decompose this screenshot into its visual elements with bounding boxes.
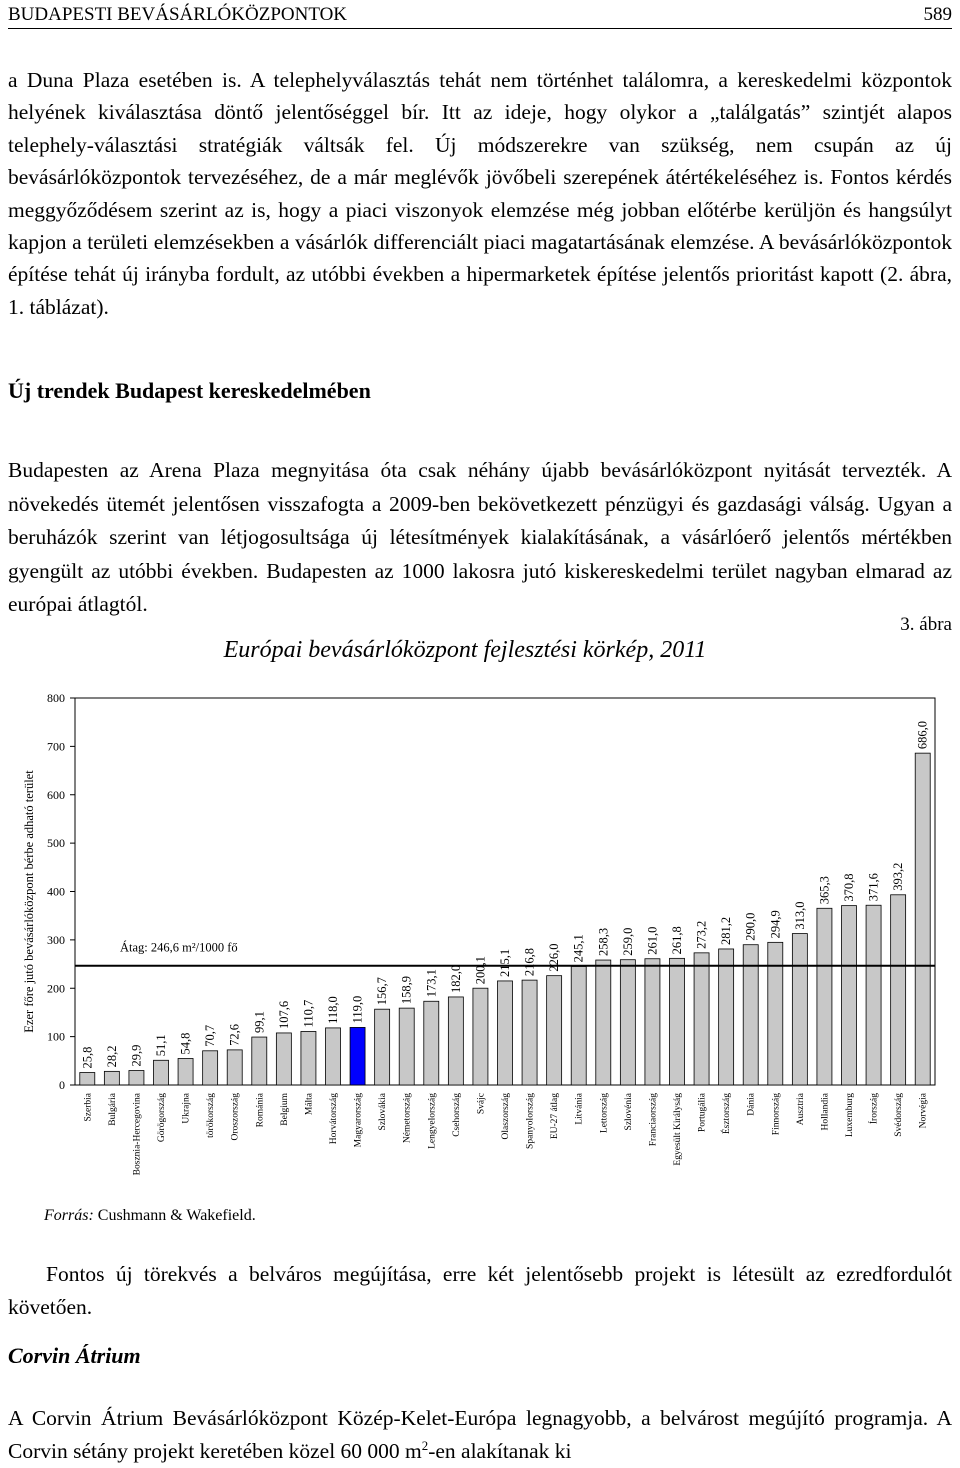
category-label: Finnország <box>771 1093 782 1136</box>
y-tick-label: 0 <box>59 1078 65 1092</box>
bar-value-label: 25,8 <box>80 1046 95 1069</box>
corvin-text-1: A Corvin Átrium Bevásárlóközpont Közép-Kelet-Európa legnagyobb, a belvárost megújító programja. A Corvin sétány projekt keretében közel 60 000 m <box>8 1406 952 1463</box>
category-label: Csehország <box>451 1093 462 1137</box>
category-label: Portugália <box>697 1093 708 1133</box>
y-tick-label: 300 <box>47 932 65 947</box>
paragraph-renewal: Fontos új törekvés a belváros megújítása, erre két jelentősebb projekt is létesült az ezredfordulót követően. <box>8 1262 952 1319</box>
bar-value-label: 99,1 <box>252 1011 267 1034</box>
source-label: Forrás: <box>44 1207 94 1224</box>
bar-value-label: 216,8 <box>522 947 537 977</box>
bar-value-label: 273,2 <box>694 920 709 949</box>
bar-value-label: 200,1 <box>473 956 488 985</box>
bar-value-label: 182,0 <box>448 964 463 993</box>
category-label: törökország <box>206 1093 217 1138</box>
category-label: Lengyelország <box>427 1093 438 1149</box>
bar <box>522 980 537 1085</box>
category-label: Hollandia <box>820 1093 831 1131</box>
bar <box>817 908 832 1085</box>
figure-source <box>44 1207 256 1225</box>
bar-value-label: 686,0 <box>915 721 930 750</box>
category-label: Szlovákia <box>378 1093 389 1131</box>
bar <box>154 1060 169 1085</box>
category-label: Dánia <box>746 1093 757 1116</box>
figure-title: Európai bevásárlóközpont fejlesztési körkép, 2011 <box>223 637 707 663</box>
corvin-text-2: -en alakítanak ki <box>428 1439 572 1463</box>
section-heading: Új trendek Budapest kereskedelmében <box>8 378 371 403</box>
category-label: Lettország <box>599 1093 610 1134</box>
bar-value-label: 393,2 <box>891 862 906 891</box>
bar <box>203 1051 218 1085</box>
bar <box>448 997 463 1085</box>
category-label: Olaszország <box>501 1093 511 1140</box>
bar <box>227 1050 242 1085</box>
bar <box>571 966 586 1085</box>
bar <box>424 1001 439 1085</box>
running-header <box>8 2 952 29</box>
bar-value-label: 51,1 <box>154 1034 168 1057</box>
bar-value-label: 370,8 <box>842 873 856 902</box>
bar <box>252 1037 267 1085</box>
category-label: Egyesült Királyság <box>673 1093 683 1166</box>
bar-value-label: 119,0 <box>350 995 365 1024</box>
bar-value-label: 281,2 <box>719 916 734 945</box>
bar <box>866 905 881 1085</box>
category-label: Észtország <box>722 1093 733 1135</box>
bar <box>670 958 685 1085</box>
bar <box>768 942 783 1085</box>
bar-value-label: 215,1 <box>498 948 512 977</box>
bar-value-label: 245,1 <box>571 934 586 963</box>
bar <box>842 906 857 1085</box>
category-label: Norvégia <box>918 1093 929 1129</box>
sub-heading-corvin: Corvin Átrium <box>8 1343 141 1368</box>
bar <box>473 988 488 1085</box>
bar-value-label: 226,0 <box>547 943 562 972</box>
category-label: Horvátország <box>329 1093 339 1145</box>
bar <box>375 1009 390 1085</box>
category-label: Ausztria <box>795 1093 806 1126</box>
bar-value-label: 261,8 <box>670 926 684 955</box>
bar-value-label: 158,9 <box>399 976 414 1005</box>
category-label: Görögország <box>157 1093 167 1143</box>
category-label: Bosznia-Hercegovina <box>132 1093 143 1176</box>
y-tick-label: 400 <box>47 884 65 899</box>
bar <box>129 1071 144 1085</box>
category-label: Szlovénia <box>623 1093 634 1131</box>
category-label: Ukrajna <box>181 1093 192 1124</box>
bar <box>719 949 734 1085</box>
y-tick-label: 800 <box>47 691 65 705</box>
y-tick-label: 200 <box>47 981 65 996</box>
bar-value-label: 294,9 <box>768 910 783 939</box>
bar-chart <box>0 680 960 1200</box>
category-label: Bulgária <box>107 1093 118 1126</box>
bar-value-label: 70,7 <box>203 1024 218 1047</box>
bar <box>350 1027 365 1085</box>
bar <box>399 1008 414 1085</box>
average-label: Átag: 246,6 m²/1000 fő <box>120 940 238 955</box>
y-tick-label: 100 <box>47 1029 65 1044</box>
category-label: Szerbia <box>83 1093 94 1122</box>
bar <box>276 1033 291 1085</box>
bar <box>792 934 807 1085</box>
bar-value-label: 107,6 <box>276 1000 291 1029</box>
bar <box>596 960 611 1085</box>
bar-value-label: 259,0 <box>620 927 635 956</box>
bar <box>178 1058 193 1085</box>
bar <box>620 960 635 1085</box>
bar-value-label: 258,3 <box>596 927 611 957</box>
y-tick-label: 500 <box>47 836 65 851</box>
paragraph-budapest: Budapesten az Arena Plaza megnyitása óta csak néhány újabb bevásárlóközpont nyitását tervezték. A növekedés ütemét jelentősen visszafogta a 2009-ben bekövetkezett pénzügyi és gazdasági válság. Ugyan a beruházók szerint van létjogosultsága új létesítmények kialakításának, a vásárlóerő jelentős mértékben gyengült az utóbbi években. Budapesten az 1000 lakosra jutó kiskereskedelmi terület nagyban elmarad az európai átlagtól. <box>8 458 952 617</box>
y-axis-label: Ezer főre jutó bevásárlóközpont bérbe adható terület <box>22 770 36 1033</box>
category-label: Románia <box>255 1093 266 1128</box>
bar-value-label: 118,0 <box>326 996 340 1024</box>
paragraph-intro: a Duna Plaza esetében is. A telephelyválasztás tehát nem történhet találomra, a kereskedelmi központok helyének kiválasztása döntő jelentőséggel bír. Itt az ideje, hogy olykor a „találgatás” szintjét alapos telephely-választási stratégiák váltsák fel. Új módszerekre van szükség, nem csupán az új bevásárlóközpontok tervezéséhez, de a már meglévők jövőbeli szerepének átértékeléséhez is. Fontos kérdés meggyőződésem szerint az is, hogy a piaci viszonyok elemzése még jobban előtérbe kerüljön és hangsúlyt kapjon a területi elemzésekben a vásárlók differenciált piaci magatartásának elemzése. A bevásárlóközpontok építése tehát új irányba fordult, az utóbbi években a hipermarketek építése jelentős prioritást kapott (2. ábra, 1. táblázat). <box>8 68 952 319</box>
paragraph-corvin <box>8 1402 952 1468</box>
bar <box>694 953 709 1085</box>
bar-value-label: 365,3 <box>817 876 832 905</box>
category-label: Írország <box>869 1093 880 1125</box>
category-label: Oroszország <box>230 1093 241 1141</box>
bar-value-label: 371,6 <box>866 873 881 902</box>
category-label: Málta <box>304 1093 315 1116</box>
bar <box>326 1028 341 1085</box>
bar-value-label: 173,1 <box>424 969 439 998</box>
bar-value-label: 29,9 <box>129 1044 144 1067</box>
bar-value-label: 156,7 <box>375 977 390 1006</box>
running-header-title: BUDAPESTI BEVÁSÁRLÓKÖZPONTOK <box>8 4 348 25</box>
bar <box>80 1073 95 1085</box>
bar <box>547 976 562 1085</box>
bar <box>301 1031 316 1085</box>
category-label: Svédország <box>894 1093 905 1137</box>
category-label: Magyarország <box>353 1093 364 1148</box>
bar-value-label: 290,0 <box>743 912 758 941</box>
category-label: Svájc <box>476 1093 487 1115</box>
category-label: Belgium <box>279 1093 290 1126</box>
bar-value-label: 28,2 <box>104 1045 119 1068</box>
category-label: Luxemburg <box>845 1093 855 1138</box>
bar <box>915 753 930 1085</box>
bar-value-label: 261,0 <box>645 926 660 955</box>
category-label: Spanyolország <box>525 1093 536 1149</box>
category-label: EU-27 átlag <box>550 1093 561 1140</box>
bar-value-label: 72,6 <box>227 1024 242 1046</box>
page-number: 589 <box>923 4 952 25</box>
bar <box>498 981 513 1085</box>
category-label: Németország <box>402 1093 413 1144</box>
bar <box>645 959 660 1085</box>
y-tick-label: 700 <box>47 739 65 754</box>
y-tick-label: 600 <box>47 787 65 802</box>
source-text: Cushmann & Wakefield. <box>93 1207 256 1224</box>
bar-value-label: 54,8 <box>178 1032 193 1055</box>
corvin-superscript: 2 <box>421 1438 429 1453</box>
bar <box>891 895 906 1085</box>
bar-value-label: 110,7 <box>301 999 316 1028</box>
category-label: Litvánia <box>574 1093 585 1125</box>
category-label: Franciaország <box>648 1093 659 1147</box>
bar <box>104 1071 119 1085</box>
bar-value-label: 313,0 <box>792 901 807 930</box>
figure-number: 3. ábra <box>900 614 952 635</box>
